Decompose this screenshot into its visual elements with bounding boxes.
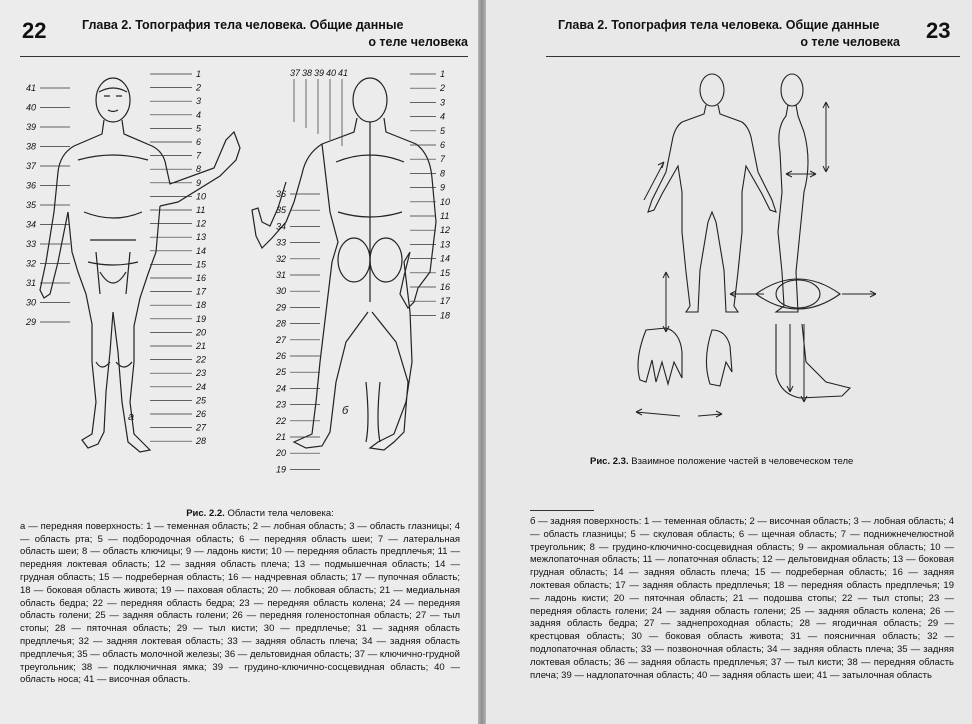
callout-b-right-10: 10 [440,196,451,207]
callout-b-top-41: 41 [338,68,349,78]
callout-a-left-30: 30 [25,297,36,308]
callout-a-left-29: 29 [25,317,36,327]
callout-a-right-25: 25 [196,395,207,406]
callout-a-left-39: 39 [25,122,36,132]
callout-a-right-21: 21 [196,341,207,351]
callout-a-right-2: 2 [196,82,202,93]
callout-a-right-26: 26 [196,409,207,419]
callout-b-left-27: 27 [275,334,286,345]
posterior-body-outline [252,78,436,450]
header-line-2: о теле человека [368,35,468,49]
callout-labels [25,68,451,474]
page-number: 22 [22,18,47,43]
callout-a-left-36: 36 [25,180,36,191]
callout-b-right-7: 7 [440,154,446,165]
caption-legend: а — передняя поверхность: 1 — теменная область; 2 — лобная область; 3 — область глазницы; 4 — область рта; 5 — подбородочная область; 6 — передняя область шеи; 7 — латеральная область шеи; 8 — область ключицы; 9 — ладонь кисти; 10 — передняя область предплечья; 11 — передняя локтевая область; 12 — задняя область плеча; 13 — подмышечная область; 14 — грудная область; 15 — подреберная область; 16 — надчревная область; 17 — пупочная область; 18 — боковая область живота; 19 — паховая область; 20 — лобковая область; 21 — медиальная область бедра; 22 — передняя область бедра; 23 — передняя область колена; 24 — передняя область голени; 25 — задняя область голени; 26 — передняя голеностопная область; 27 — тыл стопы; 28 — пяточная область; 29 — тыл кисти; 30 — предплечье; 31 — задняя область предплечья; 32 — задняя локтевая область; 33 — задняя область плеча; 34 — задняя область предплечья; 35 — область молочной железы; 36 — дельтовидная область; 37 — ключично-грудной треугольник; 38 — подключичная ямка; 39 — грудино-ключично-сосцевидная область; 40 — область носа; 41 — височная область. [20,520,460,686]
callout-b-top-40: 40 [326,68,337,78]
callout-b-left-31: 31 [275,270,286,280]
callout-a-left-35: 35 [25,200,36,210]
header-rule [20,56,468,57]
callout-b-right-5: 5 [440,125,446,136]
callout-a-right-11: 11 [196,205,206,215]
callout-a-right-10: 10 [196,191,207,202]
callout-b-right-15: 15 [440,267,451,278]
caption-title: Рис. 2.3. [590,456,629,467]
callout-a-left-32: 32 [25,258,36,269]
callout-b-left-25: 25 [275,367,286,378]
callout-b-left-24: 24 [275,383,286,394]
callout-b-right-1: 1 [440,69,446,79]
callout-a-right-5: 5 [196,123,202,134]
callout-b-left-22: 22 [275,415,286,426]
page-number: 23 [926,18,951,43]
callout-b-right-12: 12 [440,225,451,236]
callout-b-left-30: 30 [275,286,286,297]
header-line-2: о теле человека [800,35,900,49]
callout-b-right-17: 17 [440,296,451,307]
callout-b-left-35: 35 [275,205,286,216]
caption-title-line [20,508,460,521]
relative-position-figure [486,62,972,442]
header-line-1: Глава 2. Топография тела человека. Общие данные [82,18,404,32]
callout-a-right-7: 7 [196,150,202,161]
callout-b-left-26: 26 [275,351,286,361]
callout-b-left-34: 34 [275,221,286,232]
callout-a-left-31: 31 [25,278,36,288]
callout-a-right-4: 4 [196,109,202,120]
callout-a-right-16: 16 [196,273,207,283]
callout-a-right-19: 19 [196,313,207,324]
callout-a-right-22: 22 [196,354,207,365]
callout-a-left-33: 33 [25,239,36,249]
callout-a-right-23: 23 [196,368,207,379]
callout-b-right-11: 11 [440,211,450,221]
callout-b-right-18: 18 [440,310,451,321]
callout-b-right-16: 16 [440,282,451,292]
callout-b-right-9: 9 [440,182,446,193]
hand-palm [638,328,682,384]
callout-a-right-24: 24 [196,381,207,392]
footnote-rule [530,510,594,511]
callout-b-top-38: 38 [302,68,313,78]
leader-lines [40,74,436,469]
running-header [558,17,900,51]
callout-b-right-8: 8 [440,168,446,179]
callout-a-left-34: 34 [25,219,36,230]
hand-side [706,330,732,386]
panel-a-label: а [128,411,135,423]
header-rule [546,56,960,57]
callout-b-right-13: 13 [440,239,451,250]
header-line-1: Глава 2. Топография тела человека. Общие данные [558,18,880,32]
callout-a-right-9: 9 [196,177,202,188]
left-page [0,0,478,724]
callout-a-right-12: 12 [196,218,207,229]
callout-b-top-39: 39 [314,68,325,78]
callout-a-right-6: 6 [196,137,202,147]
callout-b-right-4: 4 [440,111,446,122]
callout-b-left-36: 36 [275,189,286,199]
callout-a-right-17: 17 [196,286,207,297]
callout-b-right-14: 14 [440,253,451,264]
callout-a-right-18: 18 [196,300,207,311]
callout-a-right-14: 14 [196,245,207,256]
callout-a-right-20: 20 [196,327,207,338]
callout-a-right-8: 8 [196,164,202,175]
callout-b-left-19: 19 [275,464,286,475]
callout-a-right-1: 1 [196,69,202,79]
front-figure [648,74,776,312]
callout-b-left-21: 21 [275,432,286,442]
right-page [486,0,972,724]
callout-a-left-38: 38 [25,141,36,152]
callout-b-right-2: 2 [440,83,446,94]
side-figure [776,74,808,312]
callout-a-right-3: 3 [196,96,202,107]
callout-a-left-40: 40 [25,102,36,113]
callout-b-right-3: 3 [440,97,446,108]
caption-continuation: б — задняя поверхность: 1 — теменная область; 2 — височная область; 3 — лобная область; 4 — область глазницы; 5 — скуловая область; 6 — щечная область; 7 — поднижнечелюстной треугольник; 8 — грудино-ключично-сосцевидная область; 9 — акромиальная область; 10 — межлопаточная область; 11 — лопаточная область; 12 — дельтовидная область; 13 — боковая грудная область; 14 — задняя область плеча; 15 — подреберная область; 16 — задняя локтевая область; 17 — задняя область предплечья; 18 — передняя область предплечья; 19 — ладонь кисти; 20 — пяточная область; 21 — подошва стопы; 22 — тыл стопы; 23 — передняя область голени; 24 — задняя область голени; 25 — задняя область колена; 26 — задняя область бедра; 27 — заднепроходная область; 28 — ягодичная область; 29 — крестцовая область; 30 — боковая область живота; 31 — поясничная область; 32 — подлопаточная область; 33 — позвоночная область; 34 — задняя область плеча; 35 — задняя локтевая область; 36 — задняя область предплечья; 37 — тыл кисти; 38 — передняя область плеча; 39 — надлопаточная область; 40 — задняя область шеи; 41 — затылочная область [530,516,954,681]
callout-a-right-28: 28 [196,436,207,447]
anterior-body-outline [40,78,240,452]
caption-title: Рис. 2.2. [186,508,225,519]
running-header [82,17,468,51]
callout-b-right-6: 6 [440,140,446,150]
callout-a-right-15: 15 [196,259,207,270]
caption-subtitle: Взаимное положение частей в человеческом теле [628,456,854,467]
callout-a-left-41: 41 [25,83,36,93]
figure-caption [20,508,460,687]
callout-a-right-27: 27 [196,422,207,433]
callout-a-left-37: 37 [25,161,36,171]
callout-b-left-23: 23 [275,399,286,410]
figure-caption [590,456,950,469]
callout-b-left-32: 32 [275,253,286,264]
book-gutter [478,0,486,724]
callout-b-top-37: 37 [290,68,301,78]
panel-b-label: б [342,405,349,417]
caption-subtitle: Области тела человека: [224,508,334,519]
callout-b-left-20: 20 [275,448,286,459]
callout-a-right-13: 13 [196,232,207,243]
body-regions-figure [0,62,478,502]
callout-b-left-33: 33 [275,237,286,248]
callout-b-left-29: 29 [275,302,286,313]
callout-b-left-28: 28 [275,318,286,329]
